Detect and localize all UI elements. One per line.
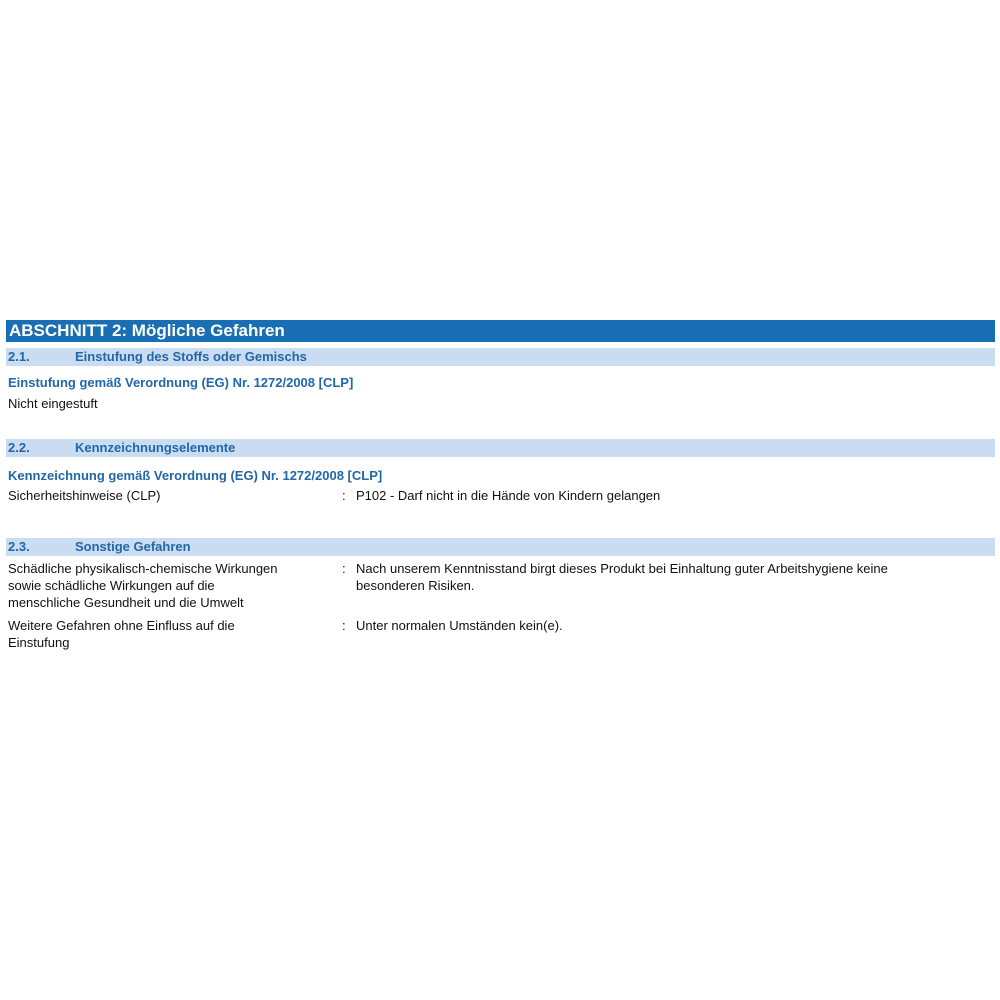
subsection-header-2-2 [6, 439, 995, 457]
row-value-line: Unter normalen Umständen kein(e). [356, 618, 563, 633]
row-value-line: Nach unserem Kenntnisstand birgt dieses Produkt bei Einhaltung guter Arbeitshygiene keine [356, 561, 888, 576]
row-value: P102 - Darf nicht in die Hände von Kindern gelangen [356, 488, 661, 503]
row-label-line: menschliche Gesundheit und die Umwelt [8, 595, 244, 610]
section-title: ABSCHNITT 2: Mögliche Gefahren [6, 320, 995, 342]
row-value-line: besonderen Risiken. [356, 578, 475, 593]
subsection-header-2-1 [6, 348, 995, 366]
classification-text: Nicht eingestuft [8, 396, 98, 411]
subsection-number: 2.1. [8, 349, 30, 364]
subsection-header-2-3 [6, 538, 995, 556]
row-value [356, 617, 986, 634]
subsection-title: Einstufung des Stoffs oder Gemischs [75, 349, 307, 364]
row-label-line: Weitere Gefahren ohne Einfluss auf die [8, 618, 235, 633]
subsection-number: 2.3. [8, 539, 30, 554]
row-colon: : [342, 488, 346, 503]
section-2 [6, 320, 995, 651]
classification-subtitle: Einstufung gemäß Verordnung (EG) Nr. 1272/2008 [CLP] [8, 375, 354, 390]
row-label-line: sowie schädliche Wirkungen auf die [8, 578, 215, 593]
precautionary-statements-row [6, 487, 995, 504]
row-label [8, 617, 333, 651]
subsection-number: 2.2. [8, 440, 30, 455]
labelling-subtitle: Kennzeichnung gemäß Verordnung (EG) Nr. 1272/2008 [CLP] [8, 468, 383, 483]
row-colon: : [342, 561, 346, 576]
other-hazards-row [6, 617, 995, 651]
other-hazards-row [6, 560, 995, 611]
subsection-title: Sonstige Gefahren [75, 539, 191, 554]
subsection-title: Kennzeichnungselemente [75, 440, 236, 455]
row-colon: : [342, 618, 346, 633]
row-label-line: Schädliche physikalisch-chemische Wirkungen [8, 561, 278, 576]
row-label: Sicherheitshinweise (CLP) [8, 488, 161, 503]
row-label [8, 560, 333, 611]
row-value [356, 560, 986, 594]
row-label-line: Einstufung [8, 635, 70, 650]
